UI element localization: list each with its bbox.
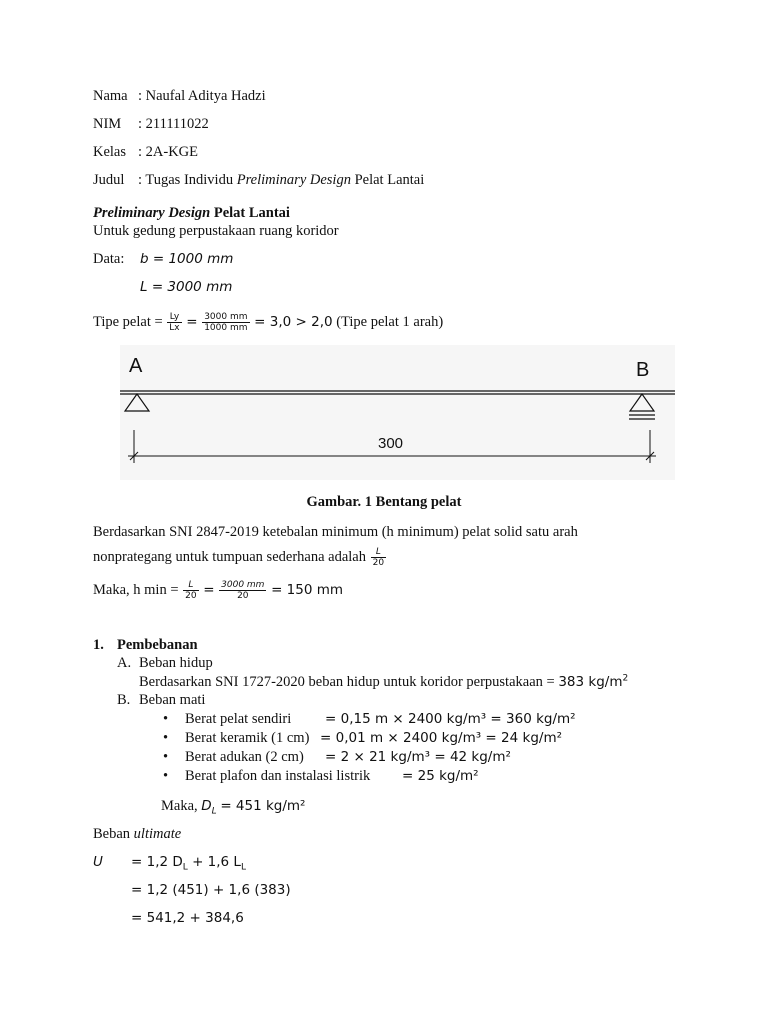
fraction-l-20: $\frac{L}{20}$: [372, 547, 385, 569]
kelas-value: : 2A-KGE: [138, 144, 199, 160]
fraction-hmin-2: $\frac{3000 mm}{20}$: [221, 580, 265, 602]
nim-label: NIM: [93, 116, 122, 132]
list-item-formula: = 0,01 m × 2400 kg/m³ = 24 kg/m²: [320, 730, 563, 746]
beban-hidup-label: A.: [117, 655, 132, 671]
beban-hidup-text: Berdasarkan SNI 1727-2020 beban hidup untuk koridor perpustakaan = 383 $kg/m^2$: [139, 673, 629, 690]
beban-mati-title: Beban mati: [139, 692, 206, 708]
ultimate-line-1: = 1,2 $D_L + 1,6$ $L_L$: [131, 854, 246, 873]
nama-value: : Naufal Aditya Hadzi: [138, 88, 266, 104]
ultimate-line-3: = 541,2 + 384,6: [131, 910, 244, 926]
fraction-hmin-1: $\frac{L}{20}$: [185, 580, 197, 602]
list-item-formula: = 0,15 m × 2400 kg/m³ = 360 kg/m²: [325, 711, 576, 727]
u-symbol: U: [93, 854, 103, 870]
tipe-pelat-line: Tipe pelat = $\frac{Ly}{Lx}$ = $\frac{3000 mm}{1000 mm}$ = 3,0 > 2,0 (Tipe pelat 1 arah): [93, 312, 444, 334]
section-title: Preliminary Design Pelat Lantai: [93, 205, 290, 221]
data-label: Data:: [93, 251, 125, 267]
nama-label: Nama: [93, 88, 128, 104]
beban-hidup-value: 383 $kg/m^2$: [558, 673, 629, 690]
fraction-3000-1000: $\frac{3000 mm}{1000 mm}$: [204, 312, 248, 334]
subtitle: Untuk gedung perpustakaan ruang koridor: [93, 223, 339, 239]
span-label: 300: [378, 435, 404, 452]
paragraph-line-2: nonprategang untuk tumpuan sederhana adalah $\frac{L}{20}$: [93, 547, 385, 569]
list-item: • Berat pelat sendiri: [163, 711, 292, 727]
maka-dl-line: Maka, $D_L = 451$ kg/m²: [161, 798, 306, 817]
label-a: A: [129, 355, 143, 377]
beban-hidup-title: Beban hidup: [139, 655, 213, 671]
beam-figure: [120, 345, 675, 480]
beban-mati-label: B.: [117, 692, 131, 708]
pembebanan-number: 1.: [93, 637, 104, 653]
label-b: B: [636, 359, 650, 381]
judul-label: Judul: [93, 172, 125, 188]
data-b: b = 1000 mm: [140, 251, 234, 267]
figure-caption: Gambar. 1 Bentang pelat: [306, 494, 462, 510]
list-item: • Berat adukan (2 cm): [163, 749, 304, 765]
beam-diagram: [120, 345, 675, 480]
judul-value: : Tugas Individu Preliminary Design Pelat Lantai: [138, 172, 425, 188]
roller-support-icon: [630, 394, 654, 411]
nama-row: [93, 87, 128, 105]
kelas-label: Kelas: [93, 144, 127, 160]
list-item: • Berat plafon dan instalasi listrik: [163, 768, 371, 784]
ultimate-line-2: = 1,2 (451) + 1,6 (383): [131, 882, 291, 898]
list-item-formula: = 2 × 21 kg/m³ = 42 kg/m²: [325, 749, 511, 765]
paragraph-line-1: Berdasarkan SNI 2847-2019 ketebalan minimum (h minimum) pelat solid satu arah: [93, 524, 578, 540]
list-item-formula: = 25 kg/m²: [402, 768, 479, 784]
beban-ultimate-label: Beban ultimate: [93, 826, 182, 842]
hmin-line: Maka, h min = $\frac{L}{20}$ = $\frac{3000 mm}{20}$ = 150 mm: [93, 580, 344, 602]
data-l: L = 3000 mm: [140, 279, 233, 295]
fraction-ly-lx: $\frac{Ly}{Lx}$: [169, 312, 180, 334]
nim-value: : 211111022: [138, 116, 209, 132]
list-item: • Berat keramik (1 cm): [163, 730, 310, 746]
pin-support-icon: [125, 394, 149, 411]
pembebanan-title: Pembebanan: [117, 637, 198, 653]
